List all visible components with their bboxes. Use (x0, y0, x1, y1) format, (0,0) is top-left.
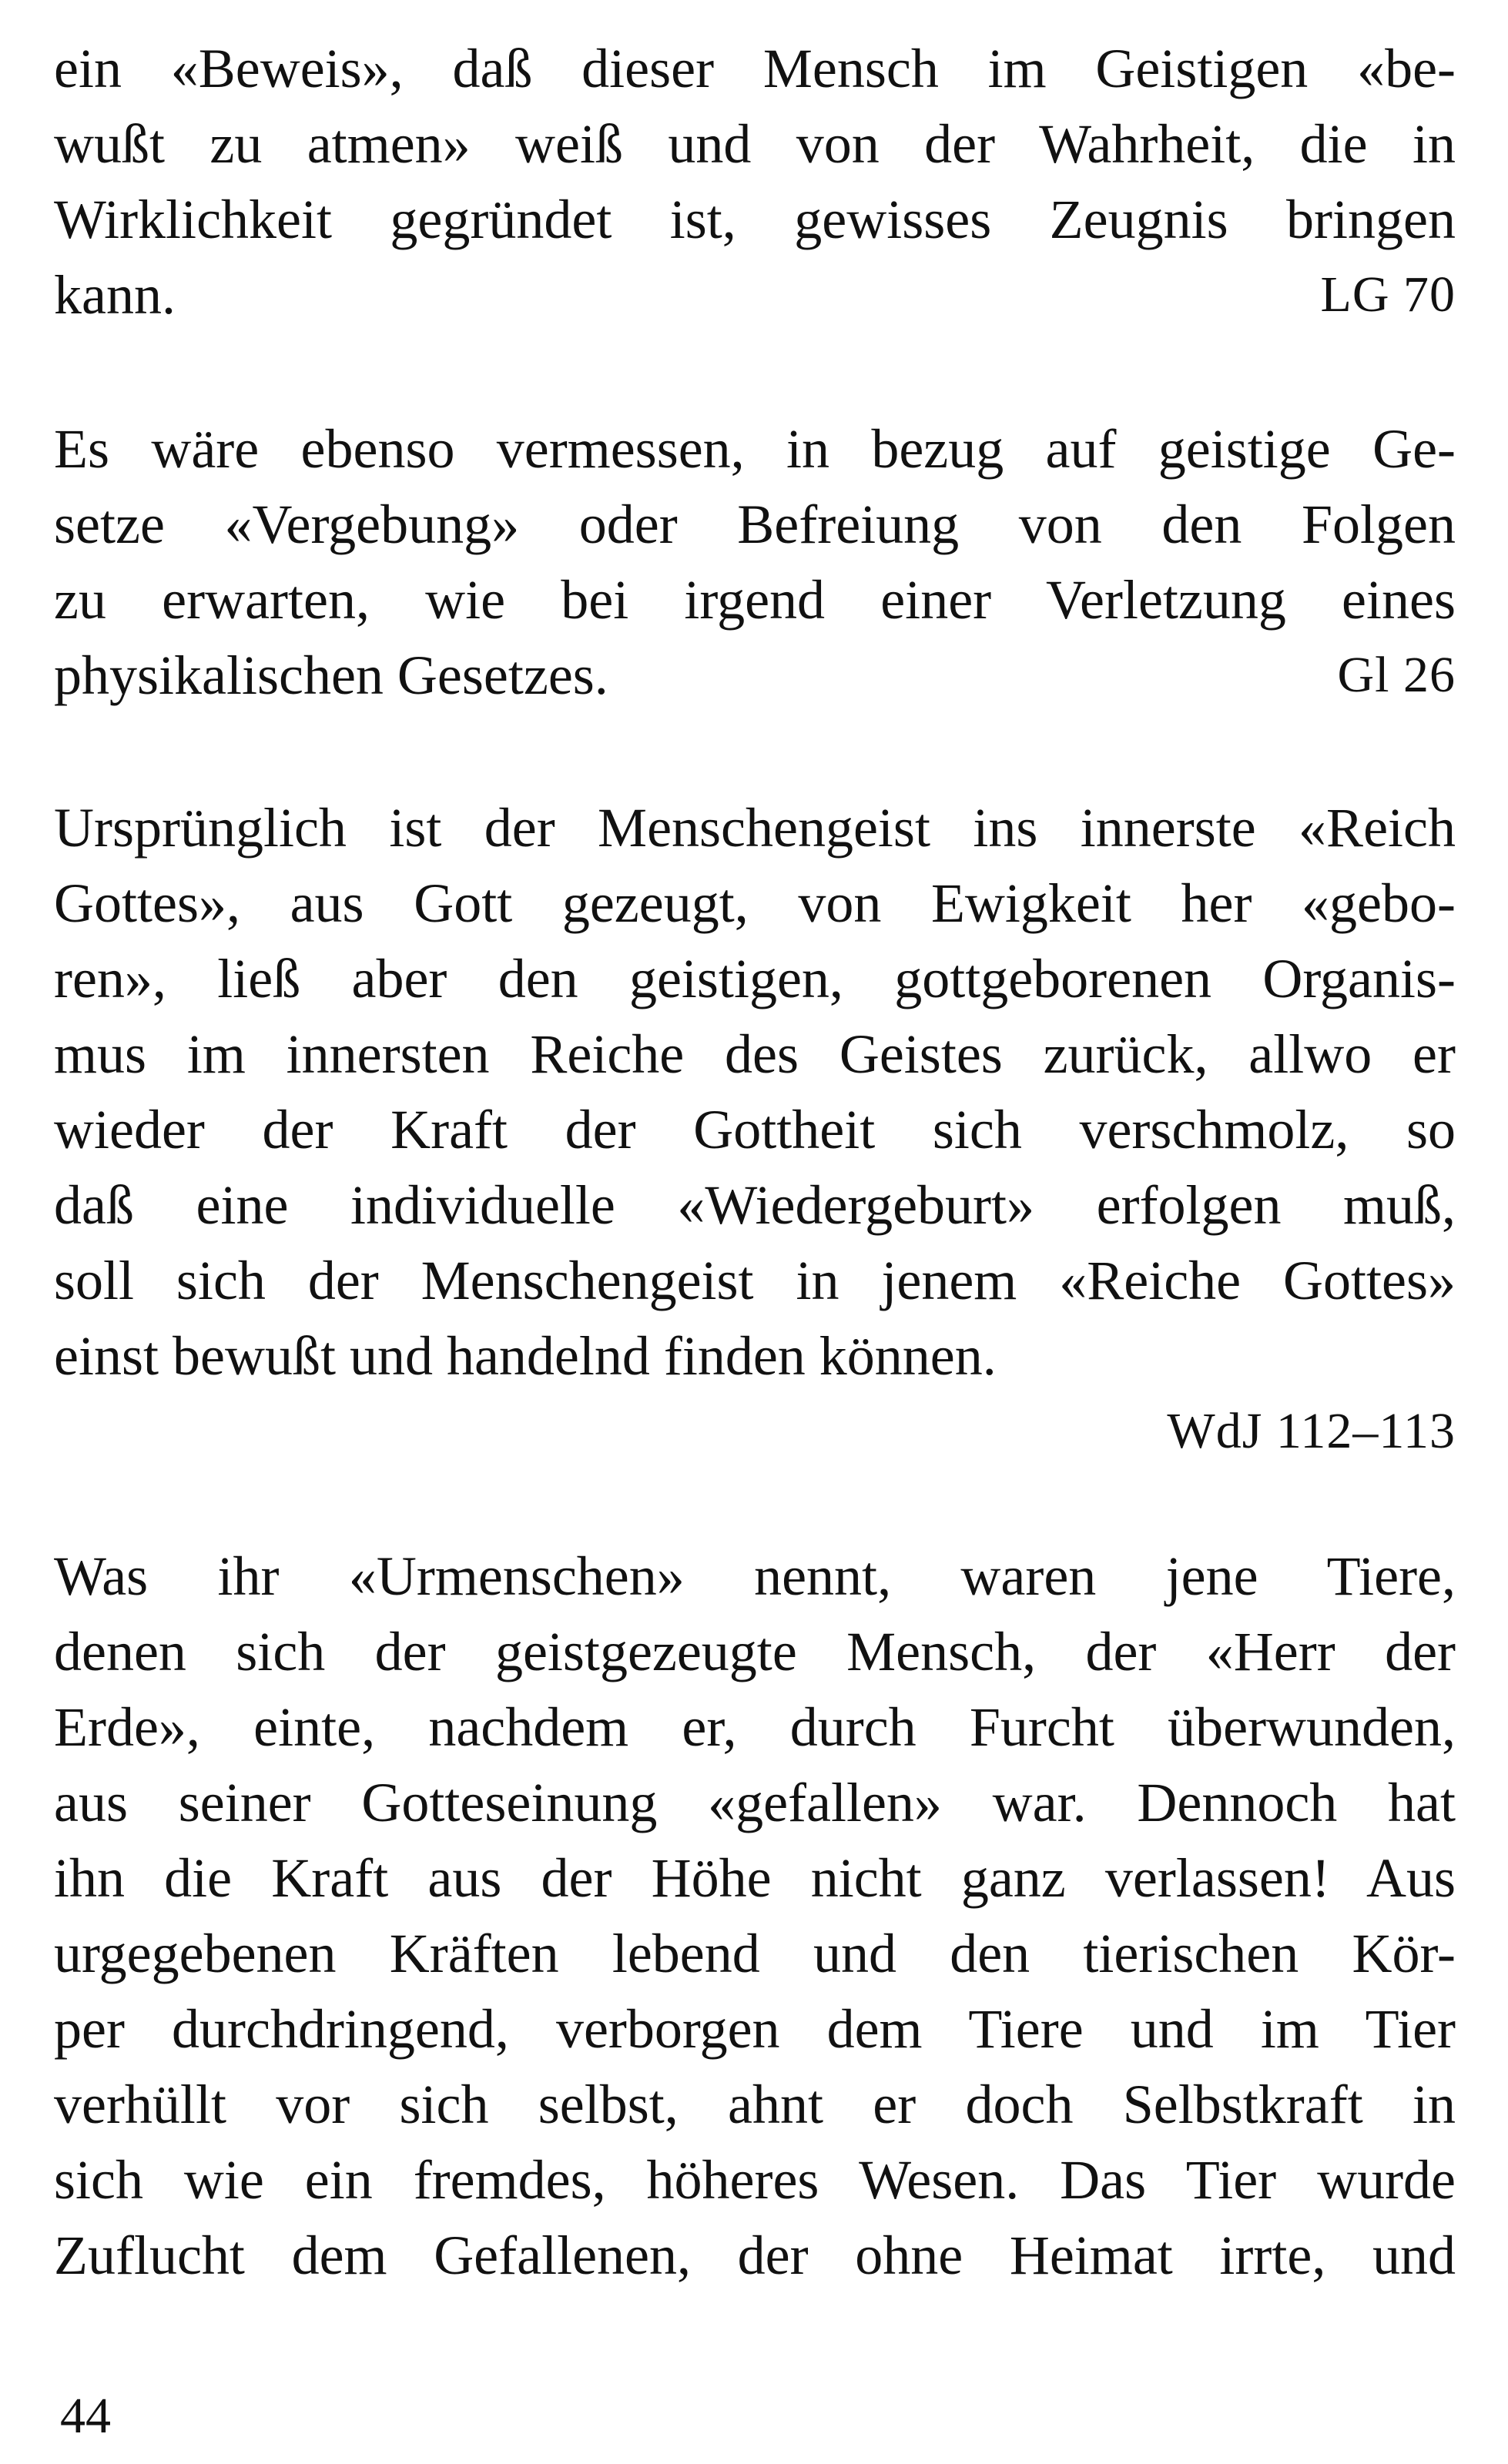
page-number: 44 (60, 2388, 111, 2444)
text-line: mus im innersten Reiche des Geistes zurück, allwo er (54, 1023, 1456, 1085)
text-line-content: physikalischen Gesetzes. (54, 644, 608, 706)
text-line: Erde», einte, nachdem er, durch Furcht überwunden, (54, 1696, 1456, 1758)
text-line: Ursprünglich ist der Menschengeist ins innerste «Reich (54, 797, 1456, 859)
text-line: wußt zu atmen» weiß und von der Wahrheit, die in (54, 113, 1456, 175)
text-line-last (54, 257, 1456, 333)
text-line: Gottes», aus Gott gezeugt, von Ewigkeit her «gebo- (54, 872, 1456, 934)
text-line: per durchdringend, verborgen dem Tiere und im Tier (54, 1998, 1456, 2060)
source-reference: Gl 26 (1337, 647, 1456, 703)
text-line-content: kann. (54, 264, 176, 326)
text-line: Zuflucht dem Gefallenen, der ohne Heimat irrte, und (54, 2225, 1456, 2286)
text-line: zu erwarten, wie bei irgend einer Verletzung eines (54, 569, 1456, 631)
paragraph-4 (54, 1538, 1456, 2293)
paragraph-2 (54, 411, 1456, 713)
text-line: Wirklichkeit gegründet ist, gewisses Zeugnis bringen (54, 189, 1456, 250)
text-line: urgegebenen Kräften lebend und den tierischen Kör- (54, 1923, 1456, 1984)
text-line-last (54, 638, 1456, 713)
text-line: denen sich der geistgezeugte Mensch, der «Herr der (54, 1621, 1456, 1682)
source-reference: WdJ 112–113 (1167, 1403, 1456, 1459)
paragraph-1 (54, 31, 1456, 333)
text-line: ren», ließ aber den geistigen, gottgeborenen Organis- (54, 948, 1456, 1009)
text-line: verhüllt vor sich selbst, ahnt er doch Selbstkraft in (54, 2074, 1456, 2135)
source-reference: LG 70 (1320, 266, 1456, 323)
text-line: setze «Vergebung» oder Befreiung von den Folgen (54, 494, 1456, 555)
text-line: Es wäre ebenso vermessen, in bezug auf geistige Ge- (54, 418, 1456, 480)
text-line: sich wie ein fremdes, höheres Wesen. Das Tier wurde (54, 2149, 1456, 2211)
paragraph-3 (54, 790, 1456, 1469)
text-line: ein «Beweis», daß dieser Mensch im Geistigen «be- (54, 38, 1456, 99)
text-line: soll sich der Menschengeist in jenem «Reiche Gottes» (54, 1250, 1456, 1311)
text-line: daß eine individuelle «Wiedergeburt» erfolgen muß, (54, 1174, 1456, 1236)
text-line: wieder der Kraft der Gottheit sich verschmolz, so (54, 1099, 1456, 1160)
text-line-last: einst bewußt und handelnd finden können. (54, 1325, 997, 1387)
text-line: ihn die Kraft aus der Höhe nicht ganz verlassen! Aus (54, 1847, 1456, 1909)
text-line: aus seiner Gotteseinung «gefallen» war. Dennoch hat (54, 1772, 1456, 1833)
text-line: Was ihr «Urmenschen» nennt, waren jene Tiere, (54, 1545, 1456, 1607)
